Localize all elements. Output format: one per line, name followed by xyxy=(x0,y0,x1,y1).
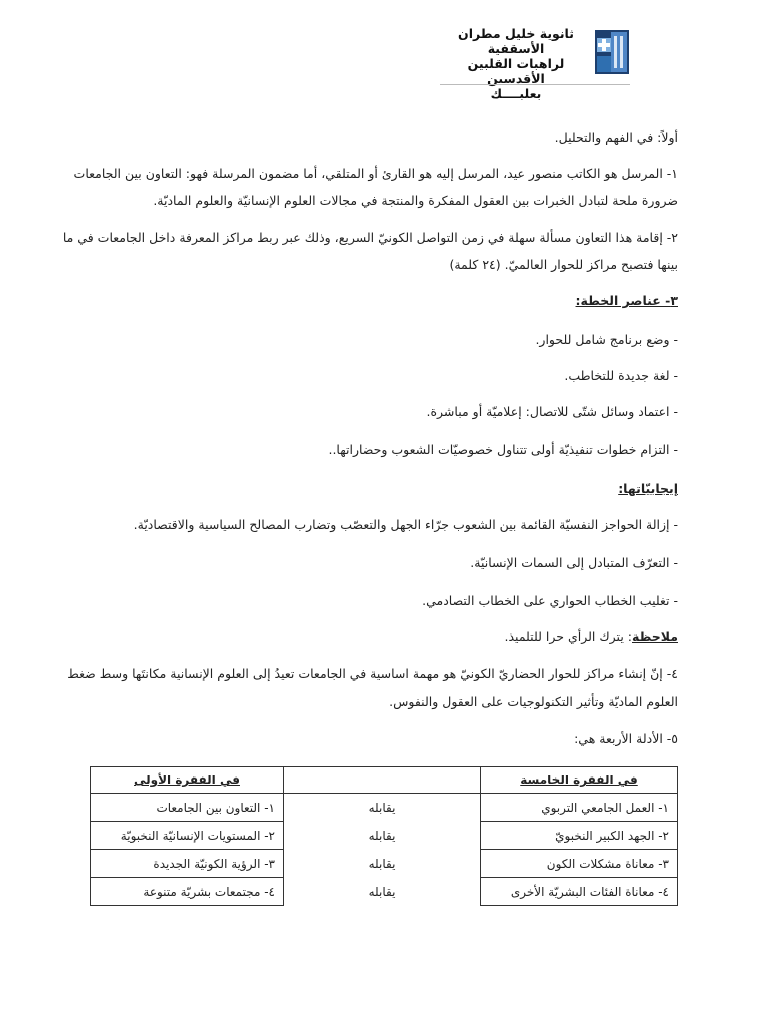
table-header-fifth-paragraph: في الفقرة الخامسة xyxy=(481,767,678,794)
table-cell-mid: يقابله xyxy=(284,850,481,878)
table-cell-first: ٢- المستويات الإنسانيّة النخبويّة xyxy=(91,822,284,850)
table-cell-first: ٣- الرؤية الكونيّة الجديدة xyxy=(91,850,284,878)
header-divider xyxy=(440,84,630,85)
school-header xyxy=(440,22,630,101)
table-cell-mid: يقابله xyxy=(284,878,481,906)
table-cell-first: ١- التعاون بين الجامعات xyxy=(91,794,284,822)
answer-1-line1: ١- المرسل هو الكاتب منصور عيد، المرسل إليه هو القارئ أو المتلقي، أما مضمون المرسلة فهو: التعاون بين الجامعات xyxy=(73,166,678,181)
plan-item: - لغة جديدة للتخاطب. xyxy=(564,368,678,383)
plan-item: - اعتماد وسائل شتّى للاتصال: إعلاميّة أو مباشرة. xyxy=(426,404,678,419)
table-cell-first: ٤- مجتمعات بشريّة متنوعة xyxy=(91,878,284,906)
answer-1-line2: ضرورة ملحة لتبادل الخبرات بين العقول المفكرة والمنتجة في مجالات العلوم الإنسانيّة والعلوم الماديّة. xyxy=(153,193,678,208)
school-name-line3: بعلبــــك xyxy=(490,86,542,101)
positive-item: - إزالة الحواجز النفسيّة القائمة بين الشعوب جرّاء الجهل والتعصّب وتضارب المصالح السياسية والاقتصاديّة. xyxy=(133,517,678,532)
table-cell-mid: يقابله xyxy=(284,822,481,850)
table-header-empty xyxy=(284,767,481,794)
evidence-heading: ٥- الأدلة الأربعة هي: xyxy=(574,731,678,746)
table-cell-mid: يقابله xyxy=(284,794,481,822)
answer-2-line2: بينها فتصبح مراكز للحوار العالميّ. (٢٤ كلمة) xyxy=(449,257,678,272)
school-logo-icon xyxy=(595,30,629,74)
positives-heading: إيجابيّاتها: xyxy=(618,481,678,496)
table-cell-fifth: ٢- الجهد الكبير النخبويّ xyxy=(481,822,678,850)
plan-elements-heading: ٣- عناصر الخطة: xyxy=(575,293,678,308)
table-row xyxy=(91,822,678,850)
answer-4-line1: ٤- إنّ إنشاء مراكز للحوار الحضاريّ الكونيّ هو مهمة اساسية في الجامعات تعيدُ إلى العلوم الإنسانية مكانتَها وسط ضغط xyxy=(67,666,678,681)
table-row xyxy=(91,794,678,822)
section-heading: أولاً: في الفهم والتحليل. xyxy=(554,130,678,145)
school-name-line2: لراهبات القلبين الأقدسين xyxy=(467,56,565,86)
table-row xyxy=(91,878,678,906)
table-cell-fifth: ٤- معاناة الفئات البشريّة الأخرى xyxy=(481,878,678,906)
plan-item: - وضع برنامج شامل للحوار. xyxy=(535,332,678,347)
school-name-line1: ثانوية خليل مطران الأسقفية xyxy=(458,26,574,56)
plan-item: - التزام خطوات تنفيذيّة أولى تتناول خصوصيّات الشعوب وحضاراتها.. xyxy=(328,442,678,457)
table-row xyxy=(91,850,678,878)
note-text: : يترك الرأي حرا للتلميذ. xyxy=(504,629,632,644)
positive-item: - تغليب الخطاب الحواري على الخطاب التصادمي. xyxy=(422,593,678,608)
table-header-row xyxy=(91,767,678,794)
positive-item: - التعرّف المتبادل إلى السمات الإنسانيّة. xyxy=(470,555,678,570)
answer-4-line2: العلوم الماديّة وتأثير التكنولوجيات على العقول والنفوس. xyxy=(389,694,678,709)
school-name xyxy=(440,26,592,101)
table-header-first-paragraph: في الفقرة الأولى xyxy=(91,767,284,794)
note-label: ملاحظة xyxy=(632,629,678,644)
table-cell-fifth: ٣- معاناة مشكلات الكون xyxy=(481,850,678,878)
answer-2-line1: ٢- إقامة هذا التعاون مسألة سهلة في زمن التواصل الكونيّ السريع، وذلك عبر ربط مراكز المعرفة داخل الجامعات في ما xyxy=(62,230,678,245)
note-line xyxy=(90,623,678,650)
table-cell-fifth: ١- العمل الجامعي التربوي xyxy=(481,794,678,822)
evidence-table xyxy=(90,766,678,906)
